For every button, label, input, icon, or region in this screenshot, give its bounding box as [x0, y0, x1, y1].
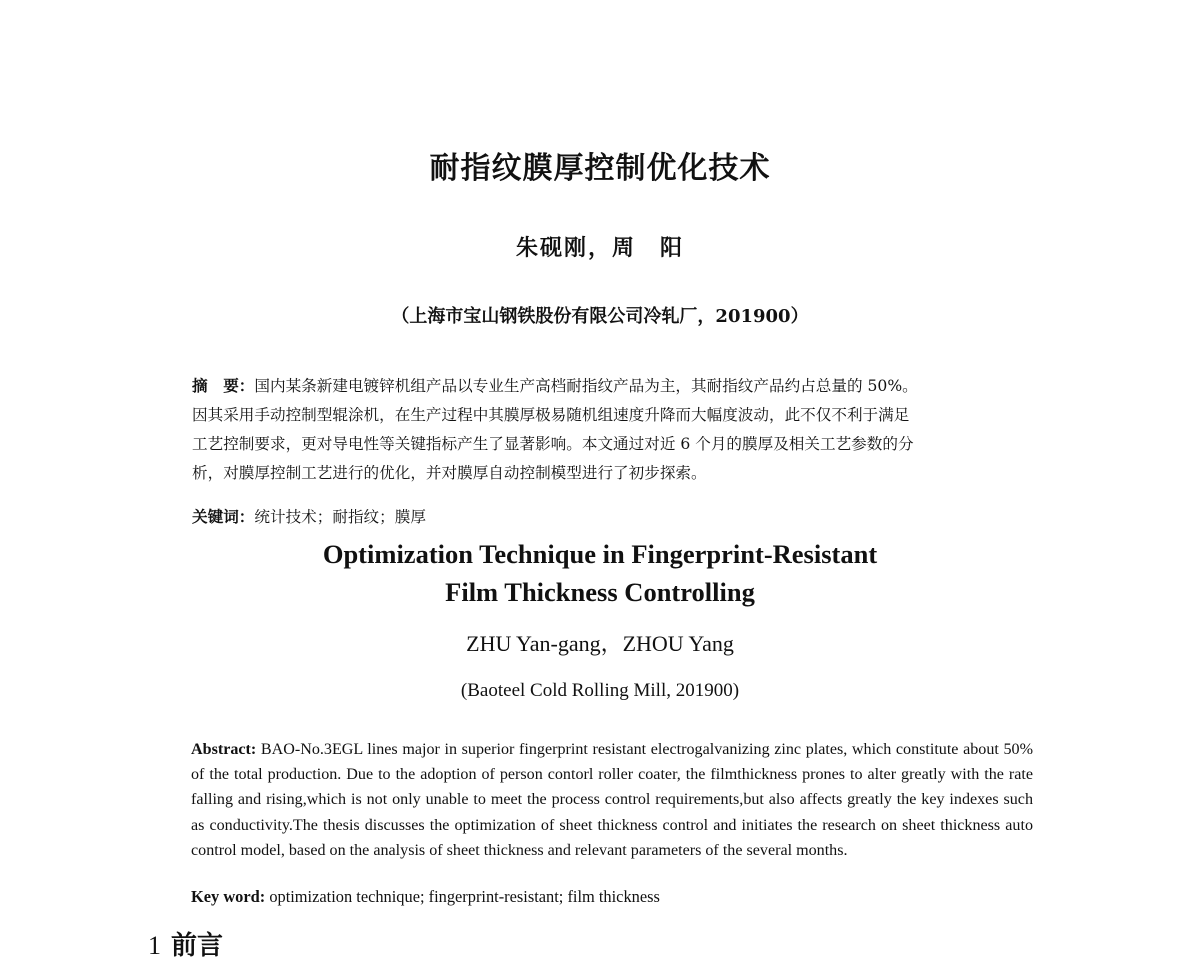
english-abstract-label: Abstract: [191, 741, 257, 758]
chinese-abstract-line: 析，对膜厚控制工艺进行的优化，并对膜厚自动控制模型进行了初步探索。 [192, 464, 707, 482]
chinese-abstract-line: 工艺控制要求，更对导电性等关键指标产生了显著影响。本文通过对近 6 个月的膜厚及相关工艺参数的分 [192, 435, 914, 453]
english-authors: ZHU Yan-gang，ZHOU Yang [466, 631, 734, 656]
english-title [0, 535, 1200, 611]
english-keywords-label: Key word: [191, 887, 266, 906]
chinese-abstract [192, 372, 1030, 488]
chinese-affiliation: （上海市宝山钢铁股份有限公司冷轧厂，201900） [391, 306, 809, 327]
chinese-authors: 朱砚刚，周 阳 [515, 235, 684, 261]
chinese-abstract-line [192, 372, 1030, 401]
english-title-line: Film Thickness Controlling [445, 577, 755, 607]
section-heading [148, 925, 223, 962]
english-keywords [191, 887, 660, 907]
chinese-abstract-line: 因其采用手动控制型辊涂机，在生产过程中其膜厚极易随机组速度升降而大幅度波动，此不仅不利于满足 [192, 406, 910, 424]
section-number: 1 [148, 931, 161, 960]
english-abstract [191, 737, 1033, 863]
english-keywords-text: optimization technique; fingerprint-resistant; film thickness [269, 887, 660, 906]
chinese-abstract-text: 国内某条新建电镀锌机组产品以专业生产高档耐指纹产品为主，其耐指纹产品约占总量的 50%。 [254, 377, 918, 395]
english-affiliation: (Baoteel Cold Rolling Mill, 201900) [460, 680, 740, 701]
english-title-line: Optimization Technique in Fingerprint-Resistant [322, 539, 878, 569]
section-title: 前言 [171, 931, 224, 961]
chinese-keywords-label: 关键词： [192, 508, 255, 526]
chinese-keywords [192, 505, 426, 527]
chinese-keywords-text: 统计技术；耐指纹；膜厚 [254, 508, 426, 526]
english-abstract-text: BAO-No.3EGL lines major in superior fingerprint resistant electrogalvanizing zinc plates, which constitute about 50% of the total production. Due to the adoption of person contorl roller coater, the filmthickness prones to alter greatly with the rate falling and rising,which is not only unable to meet the process control requirements,but also affects greatly the key indexes such as conductivity.The thesis discusses the optimization of sheet thickness control and initiates the research on sheet thickness auto control model, based on the analysis of sheet thickness and relevant parameters of the several months. [191, 741, 1033, 859]
chinese-abstract-label: 摘 要： [192, 377, 255, 395]
chinese-title: 耐指纹膜厚控制优化技术 [429, 151, 771, 186]
